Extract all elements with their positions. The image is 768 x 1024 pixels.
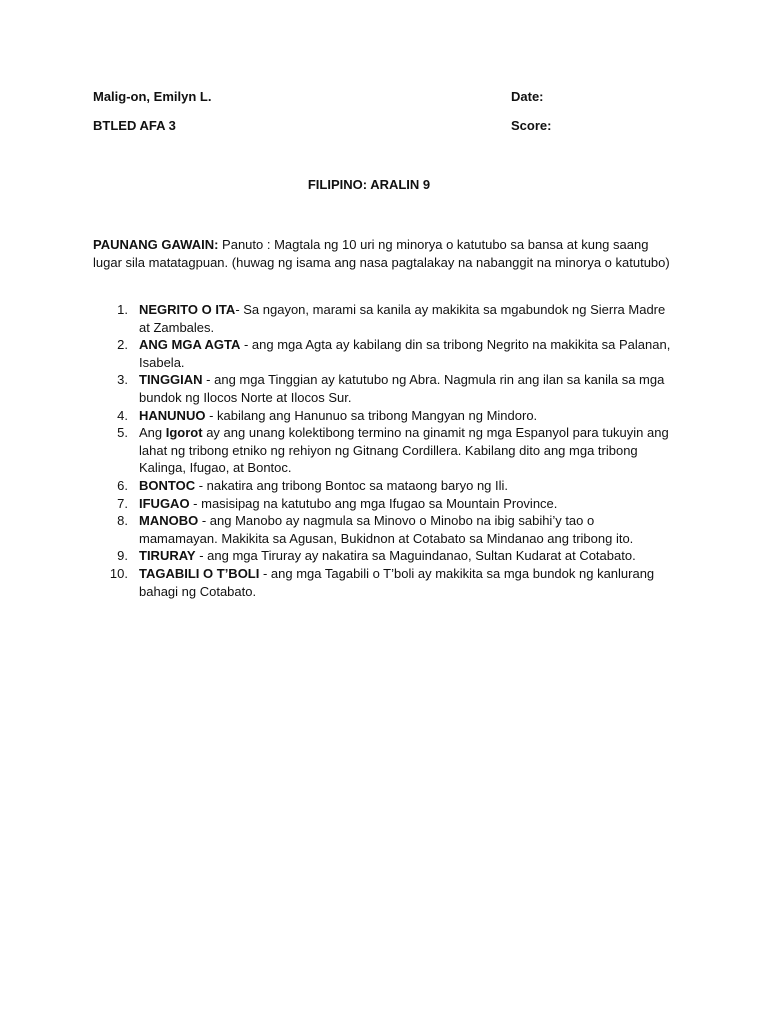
list-item — [93, 407, 673, 425]
list-item-text: - kabilang ang Hanunuo sa tribong Mangyan ng Mindoro. — [205, 407, 538, 423]
list-item-text: - ang mga Tagabili o T’boli ay makikita sa mga bundok ng kanlurang bahagi ng Cotabato. — [139, 565, 655, 599]
list-item — [93, 477, 673, 495]
list-item — [93, 336, 673, 371]
instructions-lead: PAUNANG GAWAIN: — [93, 237, 219, 252]
list-item-text: - Sa ngayon, marami sa kanila ay makikita sa mgabundok ng Sierra Madre at Zambales. — [139, 302, 666, 335]
score-label: Score: — [511, 118, 552, 133]
list-item — [93, 371, 673, 406]
list-item-prefix: Ang — [139, 425, 166, 441]
list-item-number: 6. — [117, 477, 128, 493]
list-item-number: 9. — [117, 548, 128, 564]
list-item-term: BONTOC — [139, 477, 196, 493]
instructions-paragraph — [93, 236, 673, 272]
list-item-term: ANG MGA AGTA — [139, 337, 241, 353]
list-item-number: 5. — [117, 425, 128, 441]
list-item-text: - masisipag na katutubo ang mga Ifugao sa Mountain Province. — [189, 495, 558, 511]
list-item-number: 10. — [109, 565, 128, 581]
list-item-number: 2. — [117, 337, 128, 353]
list-item — [93, 547, 673, 565]
list-item-term: TAGABILI O T’BOLI — [139, 565, 260, 581]
list-item-number: 8. — [117, 513, 128, 529]
list-item-text: - ang mga Tinggian ay katutubo ng Abra. Nagmula rin ang ilan sa kanila sa mga bundok ng Ilocos Norte at Ilocos Sur. — [139, 372, 665, 405]
minority-list — [93, 301, 673, 600]
course-section: BTLED AFA 3 — [93, 118, 176, 133]
list-item — [93, 565, 673, 600]
list-item-term: NEGRITO O ITA — [139, 302, 236, 317]
list-item-term: TIRURAY — [139, 548, 196, 564]
list-item-text: - ang mga Tiruray ay nakatira sa Maguindanao, Sultan Kudarat at Cotabato. — [195, 548, 636, 564]
instructions-text: Panuto : Magtala ng 10 uri ng minorya o katutubo sa bansa at kung saang lugar sila matatagpuan. (huwag ng isama ang nasa pagtalakay na nabanggit na minorya o katutubo) — [93, 237, 670, 270]
list-item-term: Igorot — [165, 425, 203, 441]
list-item-number: 3. — [117, 372, 128, 388]
list-item — [93, 495, 673, 513]
list-item — [93, 512, 673, 547]
list-item-term: IFUGAO — [139, 495, 190, 511]
list-item-text: ay ang unang kolektibong termino na ginamit ng mga Espanyol para tukuyin ang lahat ng tribong etniko ng rehiyon ng Gitnang Cordillera. Kabilang dito ang mga tribong Kalinga, Ifugao, at Bontoc. — [139, 425, 669, 476]
date-label: Date: — [511, 89, 544, 104]
list-item-term: MANOBO — [139, 513, 199, 529]
list-item-text: - ang mga Agta ay kabilang din sa tribong Negrito na makikita sa Palanan, Isabela. — [139, 337, 671, 370]
list-item-number: 4. — [117, 407, 128, 423]
student-name: Malig-on, Emilyn L. — [93, 89, 212, 104]
list-item-text: - nakatira ang tribong Bontoc sa mataong baryo ng Ili. — [195, 477, 509, 493]
list-item — [93, 424, 673, 477]
lesson-title: FILIPINO: ARALIN 9 — [307, 177, 431, 192]
list-item-term: HANUNUO — [139, 407, 206, 423]
list-item-number: 1. — [117, 302, 128, 317]
list-item-number: 7. — [117, 495, 128, 511]
list-item-text: - ang Manobo ay nagmula sa Minovo o Minobo na ibig sabihi’y tao o mamamayan. Makikita sa Agusan, Bukidnon at Cotabato sa Mindanao ang tribong ito. — [139, 513, 634, 546]
list-item — [93, 301, 673, 336]
list-item-term: TINGGIAN — [139, 372, 203, 388]
